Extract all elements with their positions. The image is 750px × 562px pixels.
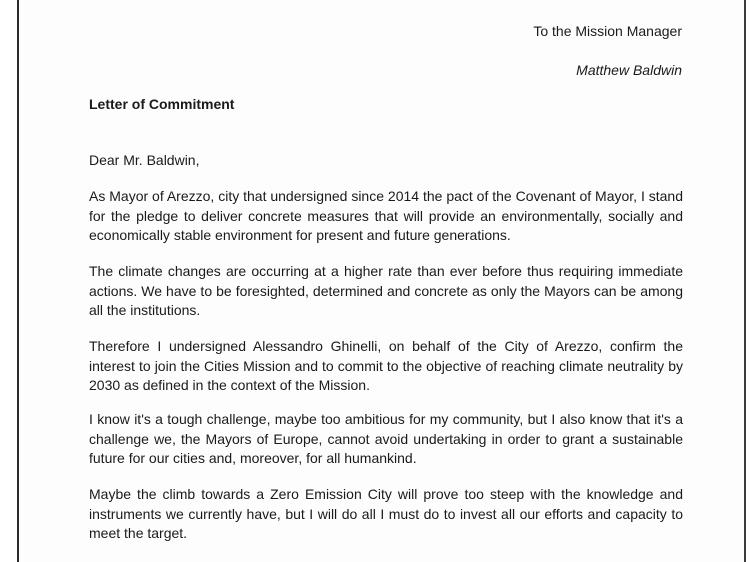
paragraph-5: Maybe the climb towards a Zero Emission City will prove too steep with the knowledge and instruments we currently have, but I will do all I must do to invest all our efforts and capacity to meet the target.: [89, 486, 683, 541]
letter-page: [19, 0, 744, 562]
paragraph-4: I know it's a tough challenge, maybe too ambitious for my community, but I also know that it's a challenge we, the Mayors of Europe, cannot avoid undertaking in order to grant a sustainable future for our cities and, moreover, for all humankind.: [89, 411, 683, 466]
paragraph-2: The climate changes are occurring at a higher rate than ever before thus requiring immediate actions. We have to be foresighted, determined and concrete as only the Mayors can be among all the institutions.: [89, 263, 683, 318]
paragraph-1: As Mayor of Arezzo, city that undersigned since 2014 the pact of the Covenant of Mayor, I stand for the pledge to deliver concrete measures that will provide an environmentally, socially and economically stable environment for present and future generations.: [89, 188, 683, 243]
letter-subject: Letter of Commitment: [89, 96, 235, 112]
paragraph-3: Therefore I undersigned Alessandro Ghinelli, on behalf of the City of Arezzo, confirm the interest to join the Cities Mission and to commit to the objective of reaching climate neutrality by 2030 as defined in the context of the Mission.: [89, 338, 683, 393]
addressee-line: To the Mission Manager: [533, 23, 682, 39]
addressee-name: Matthew Baldwin: [576, 62, 682, 78]
salutation: Dear Mr. Baldwin,: [89, 152, 200, 168]
scan-right-edge: [744, 0, 746, 562]
